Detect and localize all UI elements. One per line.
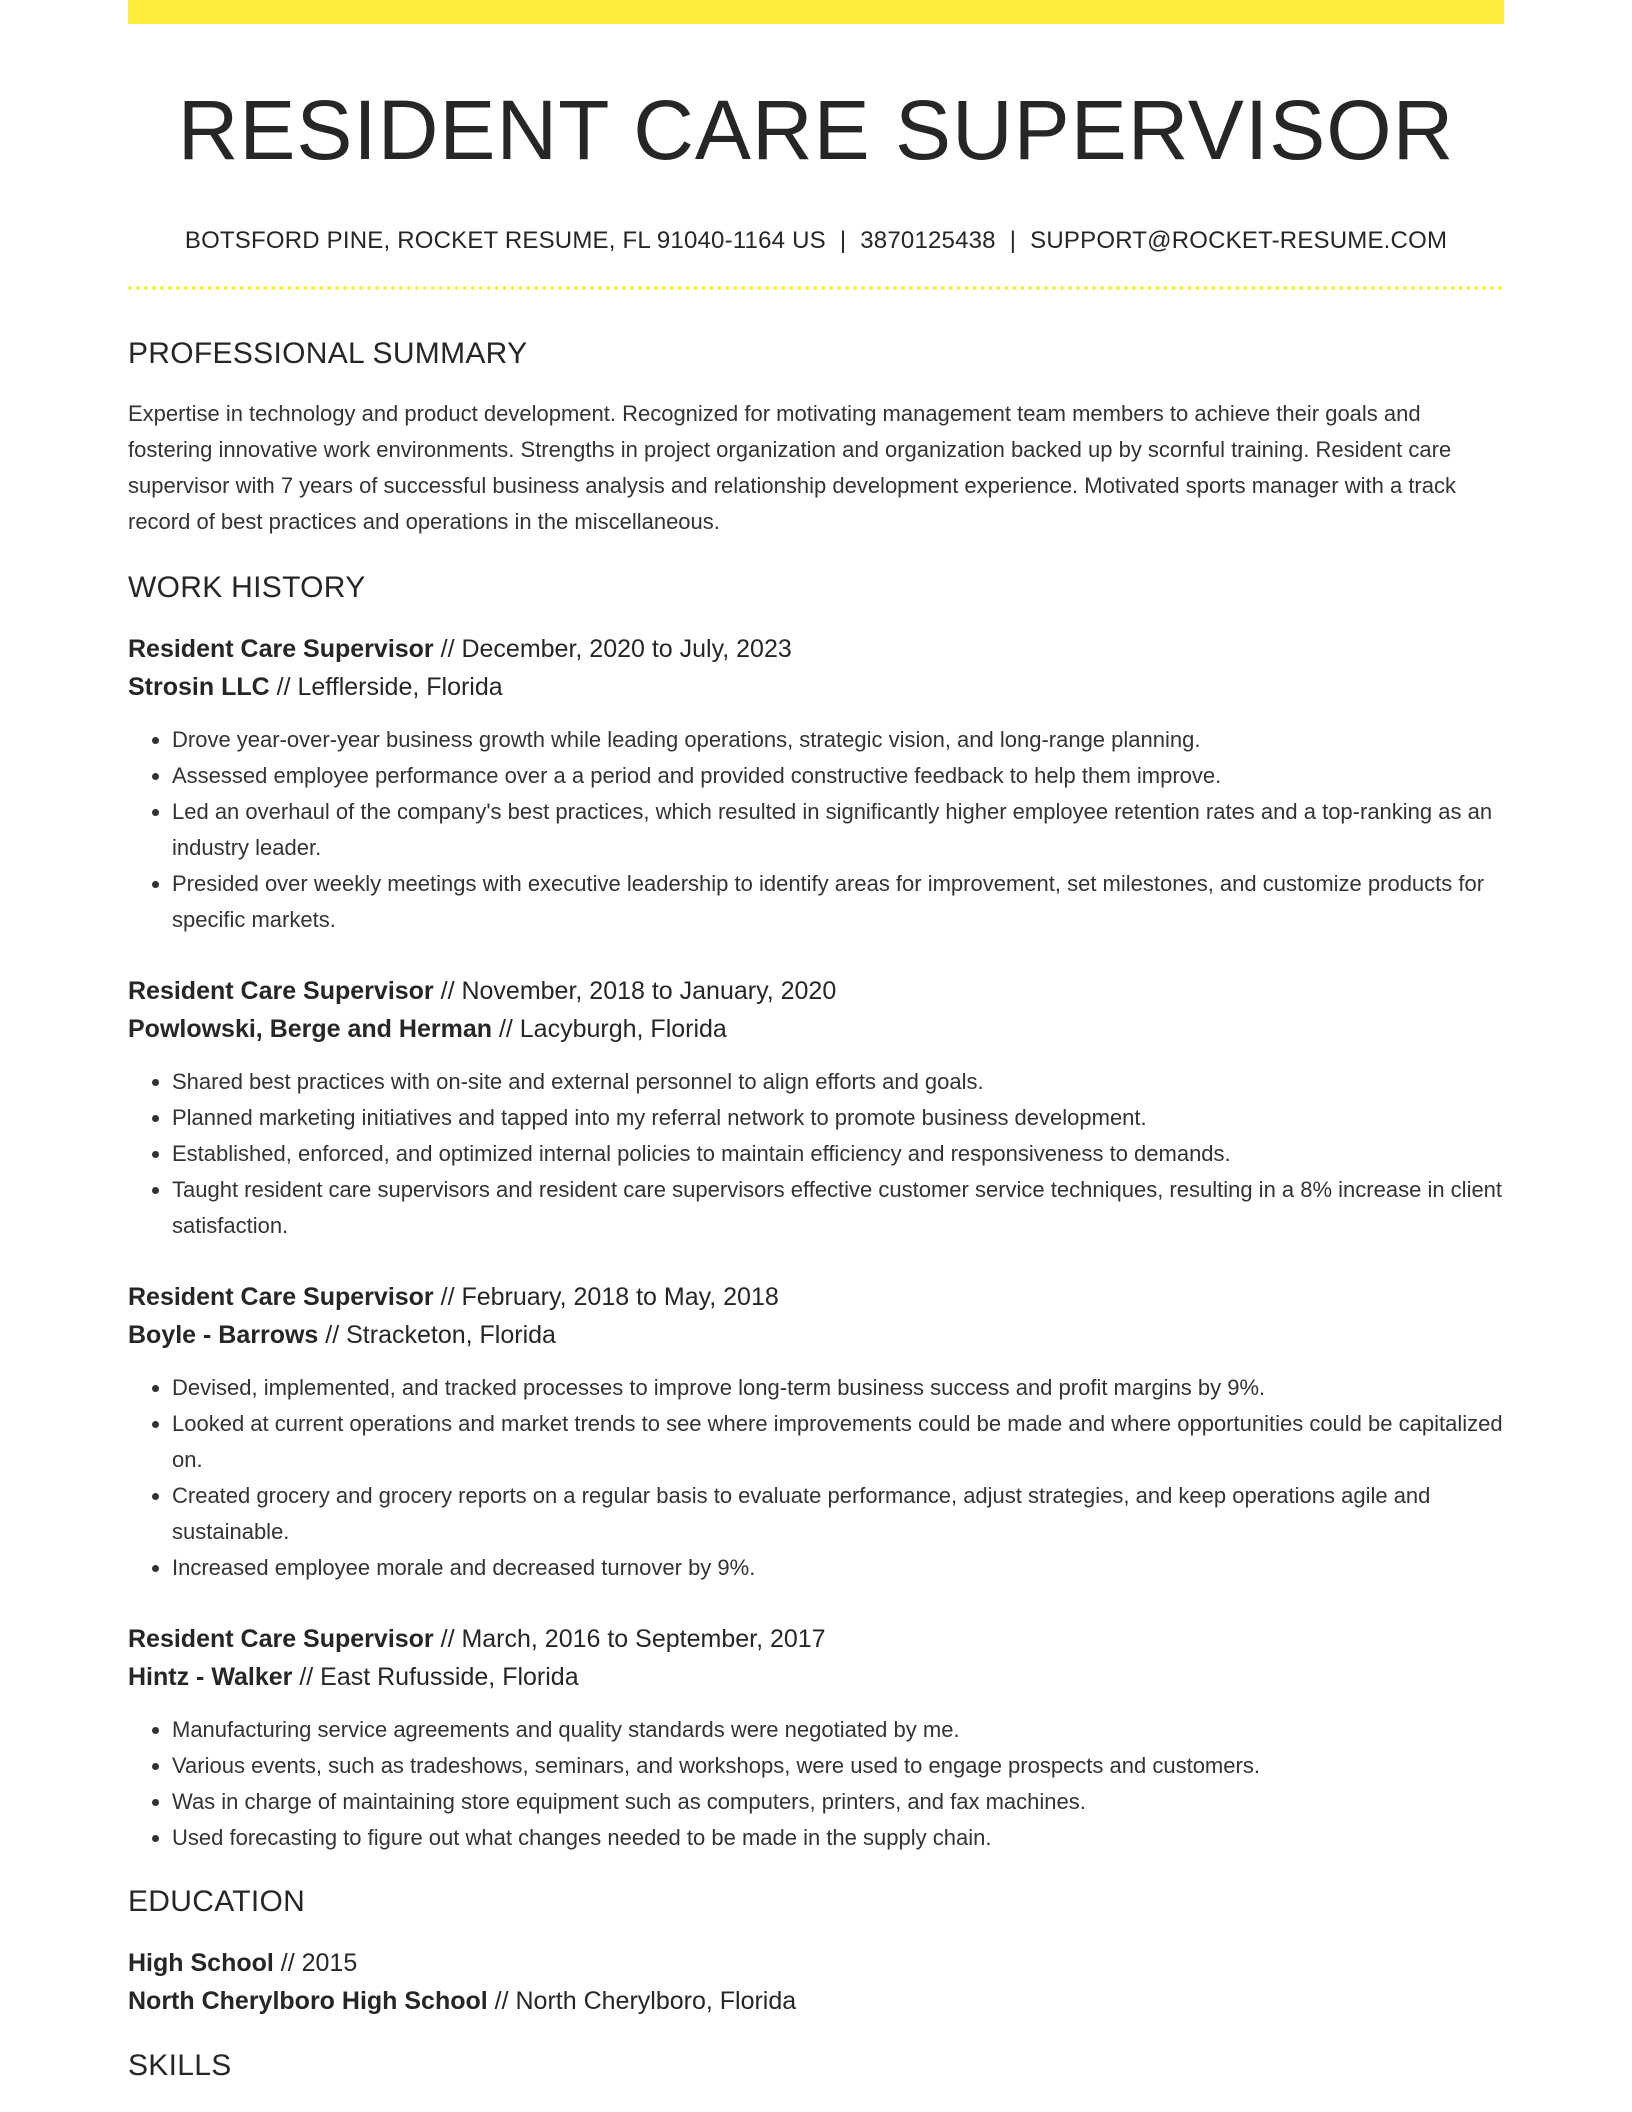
job-bullet: • Established, enforced, and optimized internal policies to maintain efficiency and responsiveness to demands. <box>172 1136 1504 1172</box>
job-bullet: • Was in charge of maintaining store equipment such as computers, printers, and fax machines. <box>172 1784 1504 1820</box>
job-entry <box>128 630 1504 938</box>
job-dates: // December, 2020 to July, 2023 <box>433 635 792 663</box>
job-title-line <box>128 630 1504 668</box>
contact-separator: | <box>1009 227 1017 254</box>
job-location: // Stracketon, Florida <box>318 1321 556 1349</box>
job-dates: // November, 2018 to January, 2020 <box>433 977 837 1005</box>
job-bullet: • Manufacturing service agreements and quality standards were negotiated by me. <box>172 1712 1504 1748</box>
job-role: Resident Care Supervisor <box>128 977 434 1005</box>
resume-name: RESIDENT CARE SUPERVISOR <box>177 83 1455 177</box>
job-bullet: • Used forecasting to figure out what changes needed to be made in the supply chain. <box>172 1820 1504 1856</box>
summary-text: Expertise in technology and product development. Recognized for motivating management team members to achieve their goals and fostering innovative work environments. Strengths in project organization and organization backed up by scornful training. Resident care supervisor with 7 years of successful business analysis and relationship development experience. Motivated sports manager with a track record of best practices and operations in the miscellaneous. <box>128 401 1456 534</box>
contact-phone: 3870125438 <box>860 227 996 254</box>
job-entry <box>128 1620 1504 1856</box>
job-company: Powlowski, Berge and Herman <box>128 1015 492 1043</box>
job-bullet: • Looked at current operations and market trends to see where improvements could be made and where opportunities could be capitalized on. <box>172 1406 1504 1478</box>
job-company-line <box>128 1316 1504 1354</box>
job-company-line <box>128 1658 1504 1696</box>
job-bullet: • Created grocery and grocery reports on a regular basis to evaluate performance, adjust strategies, and keep operations agile and sustainable. <box>172 1478 1504 1550</box>
job-company: Boyle - Barrows <box>128 1321 319 1349</box>
job-location: // Lefflerside, Florida <box>269 673 503 701</box>
job-bullet: • Drove year-over-year business growth while leading operations, strategic vision, and long-range planning. <box>172 722 1504 758</box>
job-bullet: • Taught resident care supervisors and resident care supervisors effective customer service techniques, resulting in a 8% increase in client satisfaction. <box>172 1172 1504 1244</box>
job-location: // East Rufusside, Florida <box>292 1663 579 1691</box>
contact-address: BOTSFORD PINE, ROCKET RESUME, FL 91040-1164 US <box>184 227 826 254</box>
contact-email: SUPPORT@ROCKET-RESUME.COM <box>1030 227 1448 254</box>
job-company: Hintz - Walker <box>128 1663 293 1691</box>
job-bullets <box>128 1370 1504 1586</box>
education-year: // 2015 <box>273 1949 358 1977</box>
job-bullets <box>128 722 1504 938</box>
contact-line <box>128 224 1504 258</box>
job-bullet: • Led an overhaul of the company's best practices, which resulted in significantly higher employee retention rates and a top-ranking as an industry leader. <box>172 794 1504 866</box>
work-history-heading: WORK HISTORY <box>128 571 366 604</box>
job-bullet: • Assessed employee performance over a a period and provided constructive feedback to help them improve. <box>172 758 1504 794</box>
job-title-line <box>128 1620 1504 1658</box>
job-company-line <box>128 1010 1504 1048</box>
job-role: Resident Care Supervisor <box>128 1625 434 1653</box>
job-bullet: • Shared best practices with on-site and external personnel to align efforts and goals. <box>172 1064 1504 1100</box>
education-school-line <box>128 1982 1504 2020</box>
contact-separator: | <box>839 227 847 254</box>
education-heading: EDUCATION <box>128 1885 306 1918</box>
summary-heading: PROFESSIONAL SUMMARY <box>128 337 528 370</box>
job-bullet: • Various events, such as tradeshows, seminars, and workshops, were used to engage prospects and customers. <box>172 1748 1504 1784</box>
job-bullets <box>128 1712 1504 1856</box>
job-location: // Lacyburgh, Florida <box>492 1015 727 1043</box>
education-location: // North Cherylboro, Florida <box>487 1987 797 2015</box>
education-degree: High School <box>128 1949 274 1977</box>
education-degree-line <box>128 1944 1504 1982</box>
job-company: Strosin LLC <box>128 673 270 701</box>
job-role: Resident Care Supervisor <box>128 635 434 663</box>
job-dates: // February, 2018 to May, 2018 <box>433 1283 779 1311</box>
resume-page <box>128 0 1504 2086</box>
job-bullet: • Increased employee morale and decreased turnover by 9%. <box>172 1550 1504 1586</box>
job-bullet: • Planned marketing initiatives and tapped into my referral network to promote business development. <box>172 1100 1504 1136</box>
job-title-line <box>128 1278 1504 1316</box>
job-company-line <box>128 668 1504 706</box>
dotted-divider <box>128 286 1504 290</box>
job-bullet: • Devised, implemented, and tracked processes to improve long-term business success and profit margins by 9%. <box>172 1370 1504 1406</box>
job-title-line <box>128 972 1504 1010</box>
job-entry <box>128 1278 1504 1586</box>
job-dates: // March, 2016 to September, 2017 <box>433 1625 826 1653</box>
top-accent-bar <box>128 0 1504 24</box>
job-entry <box>128 972 1504 1244</box>
skills-heading: SKILLS <box>128 2049 232 2082</box>
job-role: Resident Care Supervisor <box>128 1283 434 1311</box>
education-school: North Cherylboro High School <box>128 1987 488 2015</box>
education-entry <box>128 1944 1504 2020</box>
job-bullet: • Presided over weekly meetings with executive leadership to identify areas for improvement, set milestones, and customize products for specific markets. <box>172 866 1504 938</box>
job-bullets <box>128 1064 1504 1244</box>
